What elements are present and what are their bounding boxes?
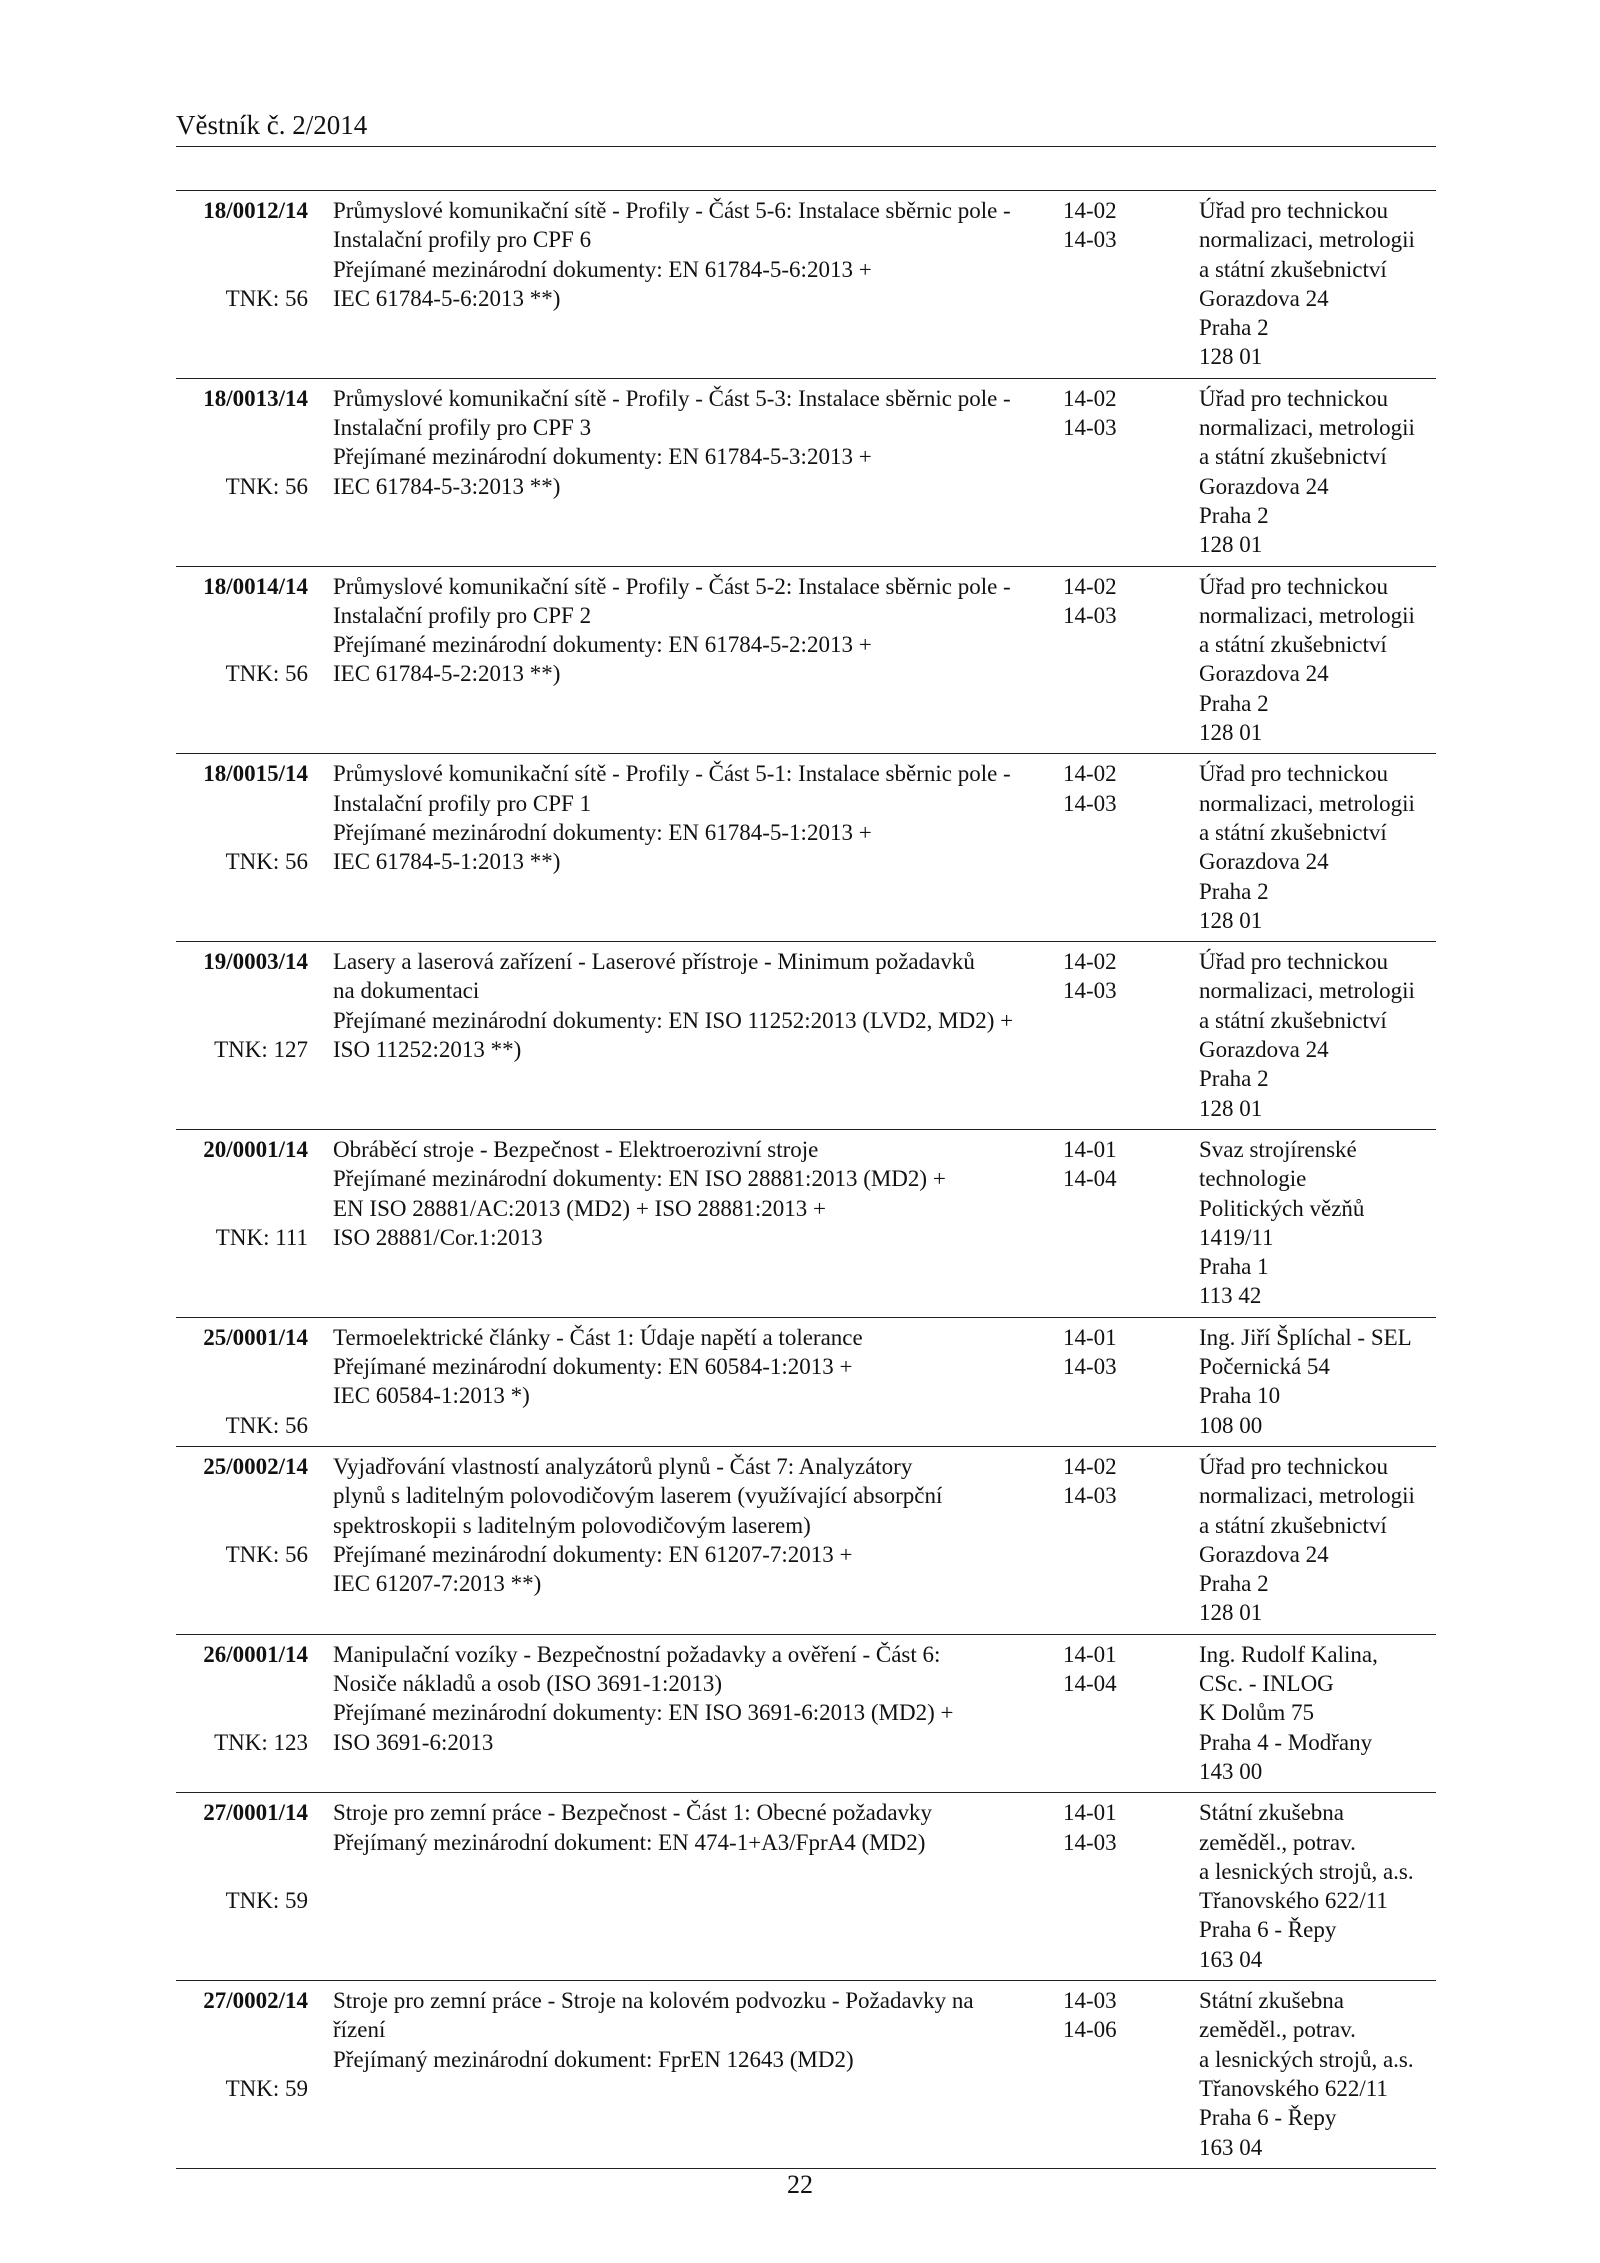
title-line: Přejímané mezinárodní dokumenty: EN ISO 28881:2013 (MD2) + bbox=[333, 1166, 946, 1192]
standard-title bbox=[333, 759, 1033, 876]
title-line: Stroje pro zemní práce - Stroje na kolovém podvozku - Požadavky na bbox=[333, 1988, 974, 2014]
title-line: řízení bbox=[333, 2017, 386, 2043]
category-code: 14-03 bbox=[1063, 227, 1117, 253]
title-line: na dokumentaci bbox=[333, 978, 480, 1004]
address-line: Svaz strojírenské bbox=[1199, 1136, 1357, 1162]
address-line: a lesnických strojů, a.s. bbox=[1199, 1858, 1414, 1884]
address-line: 143 00 bbox=[1199, 1758, 1263, 1784]
address-line: 163 04 bbox=[1199, 2134, 1263, 2160]
category-code: 14-03 bbox=[1063, 1483, 1117, 1509]
address-line: a státní zkušebnictví bbox=[1199, 256, 1387, 282]
address-line: Praha 2 bbox=[1199, 690, 1269, 716]
category-code: 14-01 bbox=[1063, 1324, 1117, 1350]
address-line: 128 01 bbox=[1199, 532, 1263, 558]
address-line: technologie bbox=[1199, 1166, 1307, 1192]
title-line: Stroje pro zemní práce - Bezpečnost - Část 1: Obecné požadavky bbox=[333, 1800, 933, 1826]
category-code: 14-02 bbox=[1063, 1453, 1117, 1479]
address-line: Třanovského 622/11 bbox=[1199, 2075, 1388, 2101]
processor-address bbox=[1199, 572, 1436, 748]
standard-number: 18/0012/14 bbox=[203, 198, 308, 223]
processor-address bbox=[1199, 384, 1436, 560]
category-codes bbox=[1063, 1640, 1153, 1699]
table-row bbox=[176, 566, 1436, 754]
address-line: Úřad pro technickou bbox=[1199, 949, 1389, 975]
tnk-label: TNK: 59 bbox=[225, 1888, 308, 1914]
journal-header: Věstník č. 2/2014 bbox=[176, 110, 368, 140]
address-line: Ing. Rudolf Kalina, bbox=[1199, 1641, 1378, 1667]
title-line: IEC 61784-5-6:2013 **) bbox=[333, 285, 561, 311]
title-line: Průmyslové komunikační sítě - Profily - Část 5-3: Instalace sběrnic pole - bbox=[333, 385, 1011, 411]
category-codes bbox=[1063, 1798, 1153, 1857]
table-row bbox=[176, 190, 1436, 378]
title-line: IEC 61784-5-3:2013 **) bbox=[333, 473, 561, 499]
tnk-label: TNK: 56 bbox=[225, 1541, 308, 1567]
address-line: K Dolům 75 bbox=[1199, 1700, 1314, 1726]
address-line: Gorazdova 24 bbox=[1199, 661, 1329, 687]
processor-address bbox=[1199, 196, 1436, 372]
category-code: 14-03 bbox=[1063, 1829, 1117, 1855]
standard-number: 18/0013/14 bbox=[203, 385, 308, 411]
title-line: Instalační profily pro CPF 2 bbox=[333, 602, 592, 628]
standards-table bbox=[176, 190, 1436, 2169]
address-line: Praha 2 bbox=[1199, 1066, 1269, 1092]
title-line: Přejímané mezinárodní dokumenty: EN ISO 3691-6:2013 (MD2) + bbox=[333, 1700, 954, 1726]
address-line: Ing. Jiří Šplíchal - SEL bbox=[1199, 1324, 1412, 1350]
category-code: 14-01 bbox=[1063, 1136, 1117, 1162]
standard-title bbox=[333, 384, 1033, 501]
table-row bbox=[176, 753, 1436, 941]
title-line: Instalační profily pro CPF 1 bbox=[333, 790, 592, 816]
standard-number: 27/0001/14 bbox=[203, 1800, 308, 1826]
title-line: IEC 61207-7:2013 **) bbox=[333, 1571, 542, 1597]
address-line: normalizaci, metrologii bbox=[1199, 415, 1415, 441]
processor-address bbox=[1199, 1135, 1436, 1311]
category-code: 14-03 bbox=[1063, 415, 1117, 441]
processor-address bbox=[1199, 947, 1436, 1123]
title-line: EN ISO 28881/AC:2013 (MD2) + ISO 28881:2013 + bbox=[333, 1195, 826, 1221]
address-line: 128 01 bbox=[1199, 720, 1263, 746]
address-line: a státní zkušebnictví bbox=[1199, 1512, 1387, 1538]
processor-address bbox=[1199, 759, 1436, 935]
table-row bbox=[176, 1446, 1436, 1634]
address-line: Praha 2 bbox=[1199, 315, 1269, 341]
standard-number: 26/0001/14 bbox=[203, 1641, 308, 1667]
processor-address bbox=[1199, 1798, 1436, 1974]
title-line: IEC 60584-1:2013 *) bbox=[333, 1383, 530, 1409]
category-code: 14-03 bbox=[1063, 1988, 1117, 2014]
table-row bbox=[176, 1634, 1436, 1793]
address-line: 113 42 bbox=[1199, 1283, 1262, 1309]
standard-number: 27/0002/14 bbox=[203, 1988, 308, 2014]
address-line: Úřad pro technickou bbox=[1199, 573, 1389, 599]
title-line: Obráběcí stroje - Bezpečnost - Elektroerozivní stroje bbox=[333, 1136, 819, 1162]
category-code: 14-02 bbox=[1063, 573, 1117, 599]
address-line: Třanovského 622/11 bbox=[1199, 1888, 1388, 1914]
standard-title bbox=[333, 947, 1033, 1064]
category-codes bbox=[1063, 947, 1153, 1006]
category-code: 14-03 bbox=[1063, 602, 1117, 628]
address-line: 108 00 bbox=[1199, 1412, 1263, 1438]
address-line: Praha 6 - Řepy bbox=[1199, 2105, 1337, 2131]
address-line: CSc. - INLOG bbox=[1199, 1671, 1334, 1697]
category-codes bbox=[1063, 1986, 1153, 2045]
standard-title bbox=[333, 572, 1033, 689]
table-row bbox=[176, 941, 1436, 1129]
tnk-label: TNK: 59 bbox=[225, 2075, 308, 2101]
title-line: Termoelektrické články - Část 1: Údaje napětí a tolerance bbox=[333, 1324, 863, 1350]
address-line: Úřad pro technickou bbox=[1199, 385, 1389, 411]
title-line: Přejímané mezinárodní dokumenty: EN 61784-5-2:2013 + bbox=[333, 632, 872, 658]
address-line: Státní zkušebna bbox=[1199, 1800, 1344, 1826]
address-line: normalizaci, metrologii bbox=[1199, 978, 1415, 1004]
title-line: Průmyslové komunikační sítě - Profily - Část 5-6: Instalace sběrnic pole - bbox=[333, 198, 1011, 223]
category-codes bbox=[1063, 1323, 1153, 1382]
title-line: ISO 3691-6:2013 bbox=[333, 1729, 494, 1755]
header-divider bbox=[176, 146, 1436, 147]
title-line: Přejímané mezinárodní dokumenty: EN 60584-1:2013 + bbox=[333, 1354, 853, 1380]
category-code: 14-03 bbox=[1063, 790, 1117, 816]
address-line: Gorazdova 24 bbox=[1199, 473, 1329, 499]
category-code: 14-02 bbox=[1063, 761, 1117, 787]
title-line: Průmyslové komunikační sítě - Profily - Část 5-2: Instalace sběrnic pole - bbox=[333, 573, 1011, 599]
table-row bbox=[176, 378, 1436, 566]
category-codes bbox=[1063, 572, 1153, 631]
table-row bbox=[176, 1129, 1436, 1317]
standard-title bbox=[333, 1135, 1033, 1252]
title-line: ISO 11252:2013 **) bbox=[333, 1037, 522, 1063]
address-line: normalizaci, metrologii bbox=[1199, 790, 1415, 816]
tnk-label: TNK: 123 bbox=[214, 1729, 308, 1755]
title-line: Přejímané mezinárodní dokumenty: EN ISO 11252:2013 (LVD2, MD2) + bbox=[333, 1007, 1014, 1033]
title-line: Přejímané mezinárodní dokumenty: EN 61784-5-1:2013 + bbox=[333, 819, 872, 845]
address-line: a státní zkušebnictví bbox=[1199, 632, 1387, 658]
title-line: Přejímané mezinárodní dokumenty: EN 61207-7:2013 + bbox=[333, 1541, 853, 1567]
processor-address bbox=[1199, 1640, 1436, 1786]
standard-title bbox=[333, 1798, 1033, 1857]
processor-address bbox=[1199, 1986, 1436, 2162]
address-line: Gorazdova 24 bbox=[1199, 1541, 1329, 1567]
category-code: 14-06 bbox=[1063, 2017, 1117, 2043]
category-code: 14-02 bbox=[1063, 198, 1117, 223]
title-line: Vyjadřování vlastností analyzátorů plynů - Část 7: Analyzátory bbox=[333, 1453, 913, 1479]
standard-title bbox=[333, 1986, 1033, 2074]
tnk-label: TNK: 56 bbox=[225, 473, 308, 499]
address-line: Politických vězňů bbox=[1199, 1195, 1365, 1221]
address-line: normalizaci, metrologii bbox=[1199, 227, 1415, 253]
title-line: Přejímaný mezinárodní dokument: EN 474-1+A3/FprA4 (MD2) bbox=[333, 1829, 926, 1855]
standard-number: 18/0015/14 bbox=[203, 761, 308, 787]
category-codes bbox=[1063, 1135, 1153, 1194]
address-line: a státní zkušebnictví bbox=[1199, 819, 1387, 845]
page-number: 22 bbox=[787, 2170, 813, 2199]
title-line: IEC 61784-5-2:2013 **) bbox=[333, 661, 561, 687]
standard-title bbox=[333, 1640, 1033, 1757]
title-line: Průmyslové komunikační sítě - Profily - Část 5-1: Instalace sběrnic pole - bbox=[333, 761, 1011, 787]
table-row bbox=[176, 1792, 1436, 1980]
address-line: Praha 10 bbox=[1199, 1383, 1281, 1409]
address-line: Úřad pro technickou bbox=[1199, 761, 1389, 787]
title-line: Přejímané mezinárodní dokumenty: EN 61784-5-6:2013 + bbox=[333, 256, 872, 282]
title-line: Přejímané mezinárodní dokumenty: EN 61784-5-3:2013 + bbox=[333, 444, 872, 470]
address-line: normalizaci, metrologii bbox=[1199, 602, 1415, 628]
processor-address bbox=[1199, 1323, 1436, 1440]
category-code: 14-03 bbox=[1063, 978, 1117, 1004]
address-line: Úřad pro technickou bbox=[1199, 1453, 1389, 1479]
address-line: Počernická 54 bbox=[1199, 1354, 1330, 1380]
category-codes bbox=[1063, 1452, 1153, 1511]
standard-number: 18/0014/14 bbox=[203, 573, 308, 599]
tnk-label: TNK: 56 bbox=[225, 1412, 308, 1438]
address-line: 128 01 bbox=[1199, 1600, 1263, 1626]
processor-address bbox=[1199, 1452, 1436, 1628]
address-line: 128 01 bbox=[1199, 1095, 1263, 1121]
title-line: ISO 28881/Cor.1:2013 bbox=[333, 1224, 543, 1250]
address-line: 128 01 bbox=[1199, 907, 1263, 933]
address-line: Gorazdova 24 bbox=[1199, 1037, 1329, 1063]
address-line: Praha 6 - Řepy bbox=[1199, 1917, 1337, 1943]
tnk-label: TNK: 127 bbox=[214, 1037, 308, 1063]
address-line: a státní zkušebnictví bbox=[1199, 444, 1387, 470]
address-line: Praha 2 bbox=[1199, 878, 1269, 904]
address-line: Praha 2 bbox=[1199, 502, 1269, 528]
address-line: Praha 4 - Modřany bbox=[1199, 1729, 1373, 1755]
category-code: 14-02 bbox=[1063, 385, 1117, 411]
standard-title bbox=[333, 1323, 1033, 1411]
standard-number: 19/0003/14 bbox=[203, 949, 308, 975]
table-row bbox=[176, 1317, 1436, 1446]
standard-number: 25/0002/14 bbox=[203, 1453, 308, 1479]
category-codes bbox=[1063, 196, 1153, 255]
category-code: 14-01 bbox=[1063, 1641, 1117, 1667]
address-line: Praha 1 bbox=[1199, 1254, 1269, 1280]
address-line: Gorazdova 24 bbox=[1199, 285, 1329, 311]
title-line: spektroskopii s laditelným polovodičovým laserem) bbox=[333, 1512, 811, 1538]
category-codes bbox=[1063, 759, 1153, 818]
tnk-label: TNK: 56 bbox=[225, 285, 308, 311]
address-line: 128 01 bbox=[1199, 344, 1263, 370]
standard-number: 25/0001/14 bbox=[203, 1324, 308, 1350]
address-line: 163 04 bbox=[1199, 1946, 1263, 1972]
category-code: 14-01 bbox=[1063, 1800, 1117, 1826]
category-code: 14-02 bbox=[1063, 949, 1117, 975]
address-line: Úřad pro technickou bbox=[1199, 198, 1389, 223]
category-codes bbox=[1063, 384, 1153, 443]
title-line: Přejímaný mezinárodní dokument: FprEN 12643 (MD2) bbox=[333, 2046, 854, 2072]
address-line: 1419/11 bbox=[1199, 1224, 1274, 1250]
address-line: Gorazdova 24 bbox=[1199, 849, 1329, 875]
title-line: Manipulační vozíky - Bezpečnostní požadavky a ověření - Část 6: bbox=[333, 1641, 941, 1667]
title-line: Instalační profily pro CPF 3 bbox=[333, 415, 592, 441]
address-line: a státní zkušebnictví bbox=[1199, 1007, 1387, 1033]
standard-title bbox=[333, 196, 1033, 313]
address-line: a lesnických strojů, a.s. bbox=[1199, 2046, 1414, 2072]
title-line: Instalační profily pro CPF 6 bbox=[333, 227, 592, 253]
category-code: 14-03 bbox=[1063, 1354, 1117, 1380]
address-line: normalizaci, metrologii bbox=[1199, 1483, 1415, 1509]
category-code: 14-04 bbox=[1063, 1671, 1117, 1697]
category-code: 14-04 bbox=[1063, 1166, 1117, 1192]
title-line: Nosiče nákladů a osob (ISO 3691-1:2013) bbox=[333, 1671, 723, 1697]
title-line: IEC 61784-5-1:2013 **) bbox=[333, 849, 561, 875]
address-line: Státní zkušebna bbox=[1199, 1988, 1344, 2014]
table-row bbox=[176, 1980, 1436, 2169]
address-line: Praha 2 bbox=[1199, 1571, 1269, 1597]
title-line: Lasery a laserová zařízení - Laserové přístroje - Minimum požadavků bbox=[333, 949, 975, 975]
tnk-label: TNK: 56 bbox=[225, 849, 308, 875]
address-line: zeměděl., potrav. bbox=[1199, 2017, 1356, 2043]
standard-title bbox=[333, 1452, 1033, 1598]
tnk-label: TNK: 56 bbox=[225, 661, 308, 687]
title-line: plynů s laditelným polovodičovým laserem (využívající absorpční bbox=[333, 1483, 943, 1509]
tnk-label: TNK: 111 bbox=[215, 1224, 308, 1250]
standard-number: 20/0001/14 bbox=[203, 1136, 308, 1162]
address-line: zeměděl., potrav. bbox=[1199, 1829, 1356, 1855]
